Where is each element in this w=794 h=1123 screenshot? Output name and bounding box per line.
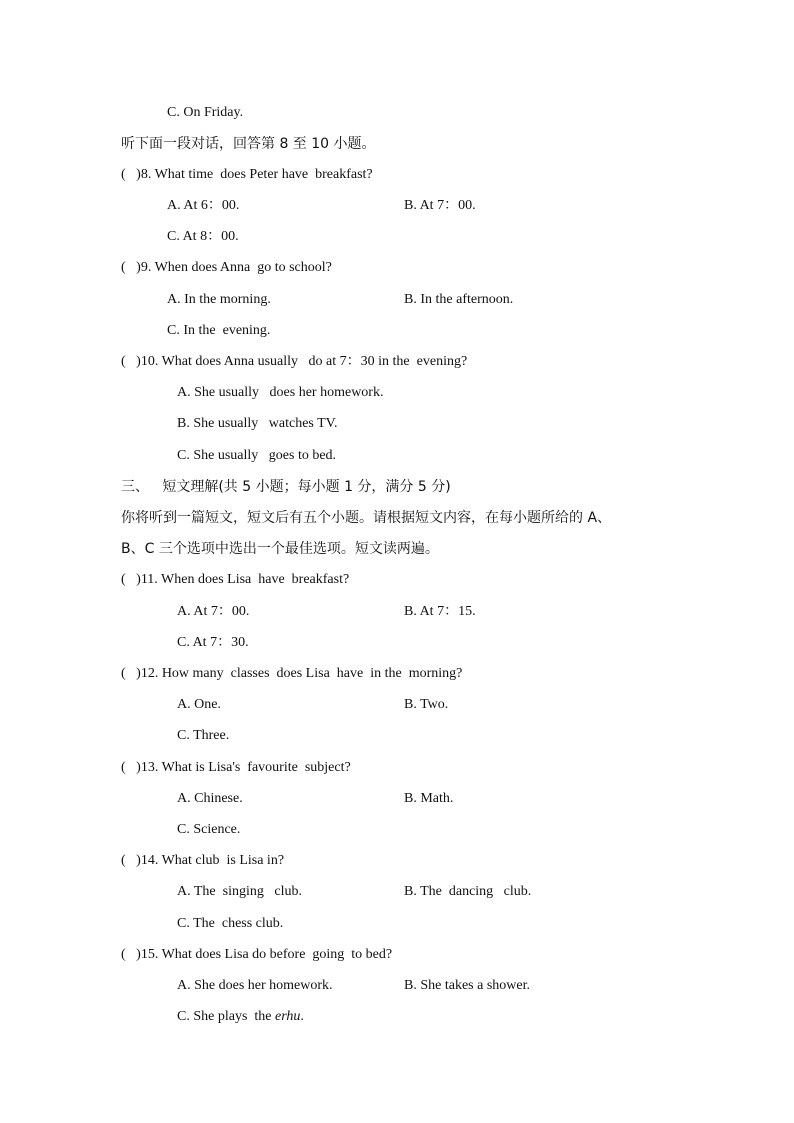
q10-option-b: B. She usually watches TV. bbox=[177, 416, 338, 431]
q12-option-a: A. One. bbox=[177, 697, 221, 712]
q9-stem: ( )9. When does Anna go to school? bbox=[121, 260, 332, 275]
q12-option-c: C. Three. bbox=[177, 728, 230, 743]
q13-option-a: A. Chinese. bbox=[177, 791, 243, 806]
q13-option-b: B. Math. bbox=[404, 791, 454, 806]
q8-option-a: A. At 6：00. bbox=[167, 198, 240, 213]
dialogue-instruction: 听下面一段对话，回答第 8 至 10 小题。 bbox=[121, 136, 376, 152]
q8-option-c: C. At 8：00. bbox=[167, 229, 239, 244]
q15-option-c-suffix: . bbox=[300, 1009, 304, 1024]
q14-option-c: C. The chess club. bbox=[177, 916, 284, 931]
q8-stem: ( )8. What time does Peter have breakfast? bbox=[121, 167, 373, 182]
section3-instruction-line1: 你将听到一篇短文，短文后有五个小题。请根据短文内容，在每小题所给的 A、 bbox=[121, 510, 612, 526]
q15-option-c-prefix: C. She plays the bbox=[177, 1009, 275, 1024]
q11-option-c: C. At 7：30. bbox=[177, 635, 249, 650]
q10-stem: ( )10. What does Anna usually do at 7：30 in the evening? bbox=[121, 354, 468, 369]
q8-option-b: B. At 7：00. bbox=[404, 198, 476, 213]
q7-option-c: C. On Friday. bbox=[167, 105, 244, 120]
q11-option-b: B. At 7：15. bbox=[404, 604, 476, 619]
q10-option-a: A. She usually does her homework. bbox=[177, 385, 384, 400]
q9-option-c: C. In the evening. bbox=[167, 323, 271, 338]
q9-option-b: B. In the afternoon. bbox=[404, 292, 514, 307]
q15-option-c bbox=[177, 1008, 304, 1026]
q14-option-a: A. The singing club. bbox=[177, 884, 302, 899]
q9-option-a: A. In the morning. bbox=[167, 292, 271, 307]
q15-stem: ( )15. What does Lisa do before going to bed? bbox=[121, 947, 393, 962]
q12-option-b: B. Two. bbox=[404, 697, 449, 712]
q11-option-a: A. At 7：00. bbox=[177, 604, 250, 619]
q15-option-a: A. She does her homework. bbox=[177, 978, 333, 993]
q14-stem: ( )14. What club is Lisa in? bbox=[121, 853, 285, 868]
q12-stem: ( )12. How many classes does Lisa have in the morning? bbox=[121, 666, 463, 681]
section3-heading: 三、 短文理解(共 5 小题；每小题 1 分，满分 5 分) bbox=[121, 479, 451, 495]
q13-option-c: C. Science. bbox=[177, 822, 241, 837]
q14-option-b: B. The dancing club. bbox=[404, 884, 532, 899]
q11-stem: ( )11. When does Lisa have breakfast? bbox=[121, 572, 350, 587]
section3-instruction-line2: B、C 三个选项中选出一个最佳选项。短文读两遍。 bbox=[121, 541, 439, 557]
q13-stem: ( )13. What is Lisa's favourite subject? bbox=[121, 760, 351, 775]
q15-option-c-italic: erhu bbox=[275, 1009, 301, 1024]
q15-option-b: B. She takes a shower. bbox=[404, 978, 530, 993]
q10-option-c: C. She usually goes to bed. bbox=[177, 448, 337, 463]
